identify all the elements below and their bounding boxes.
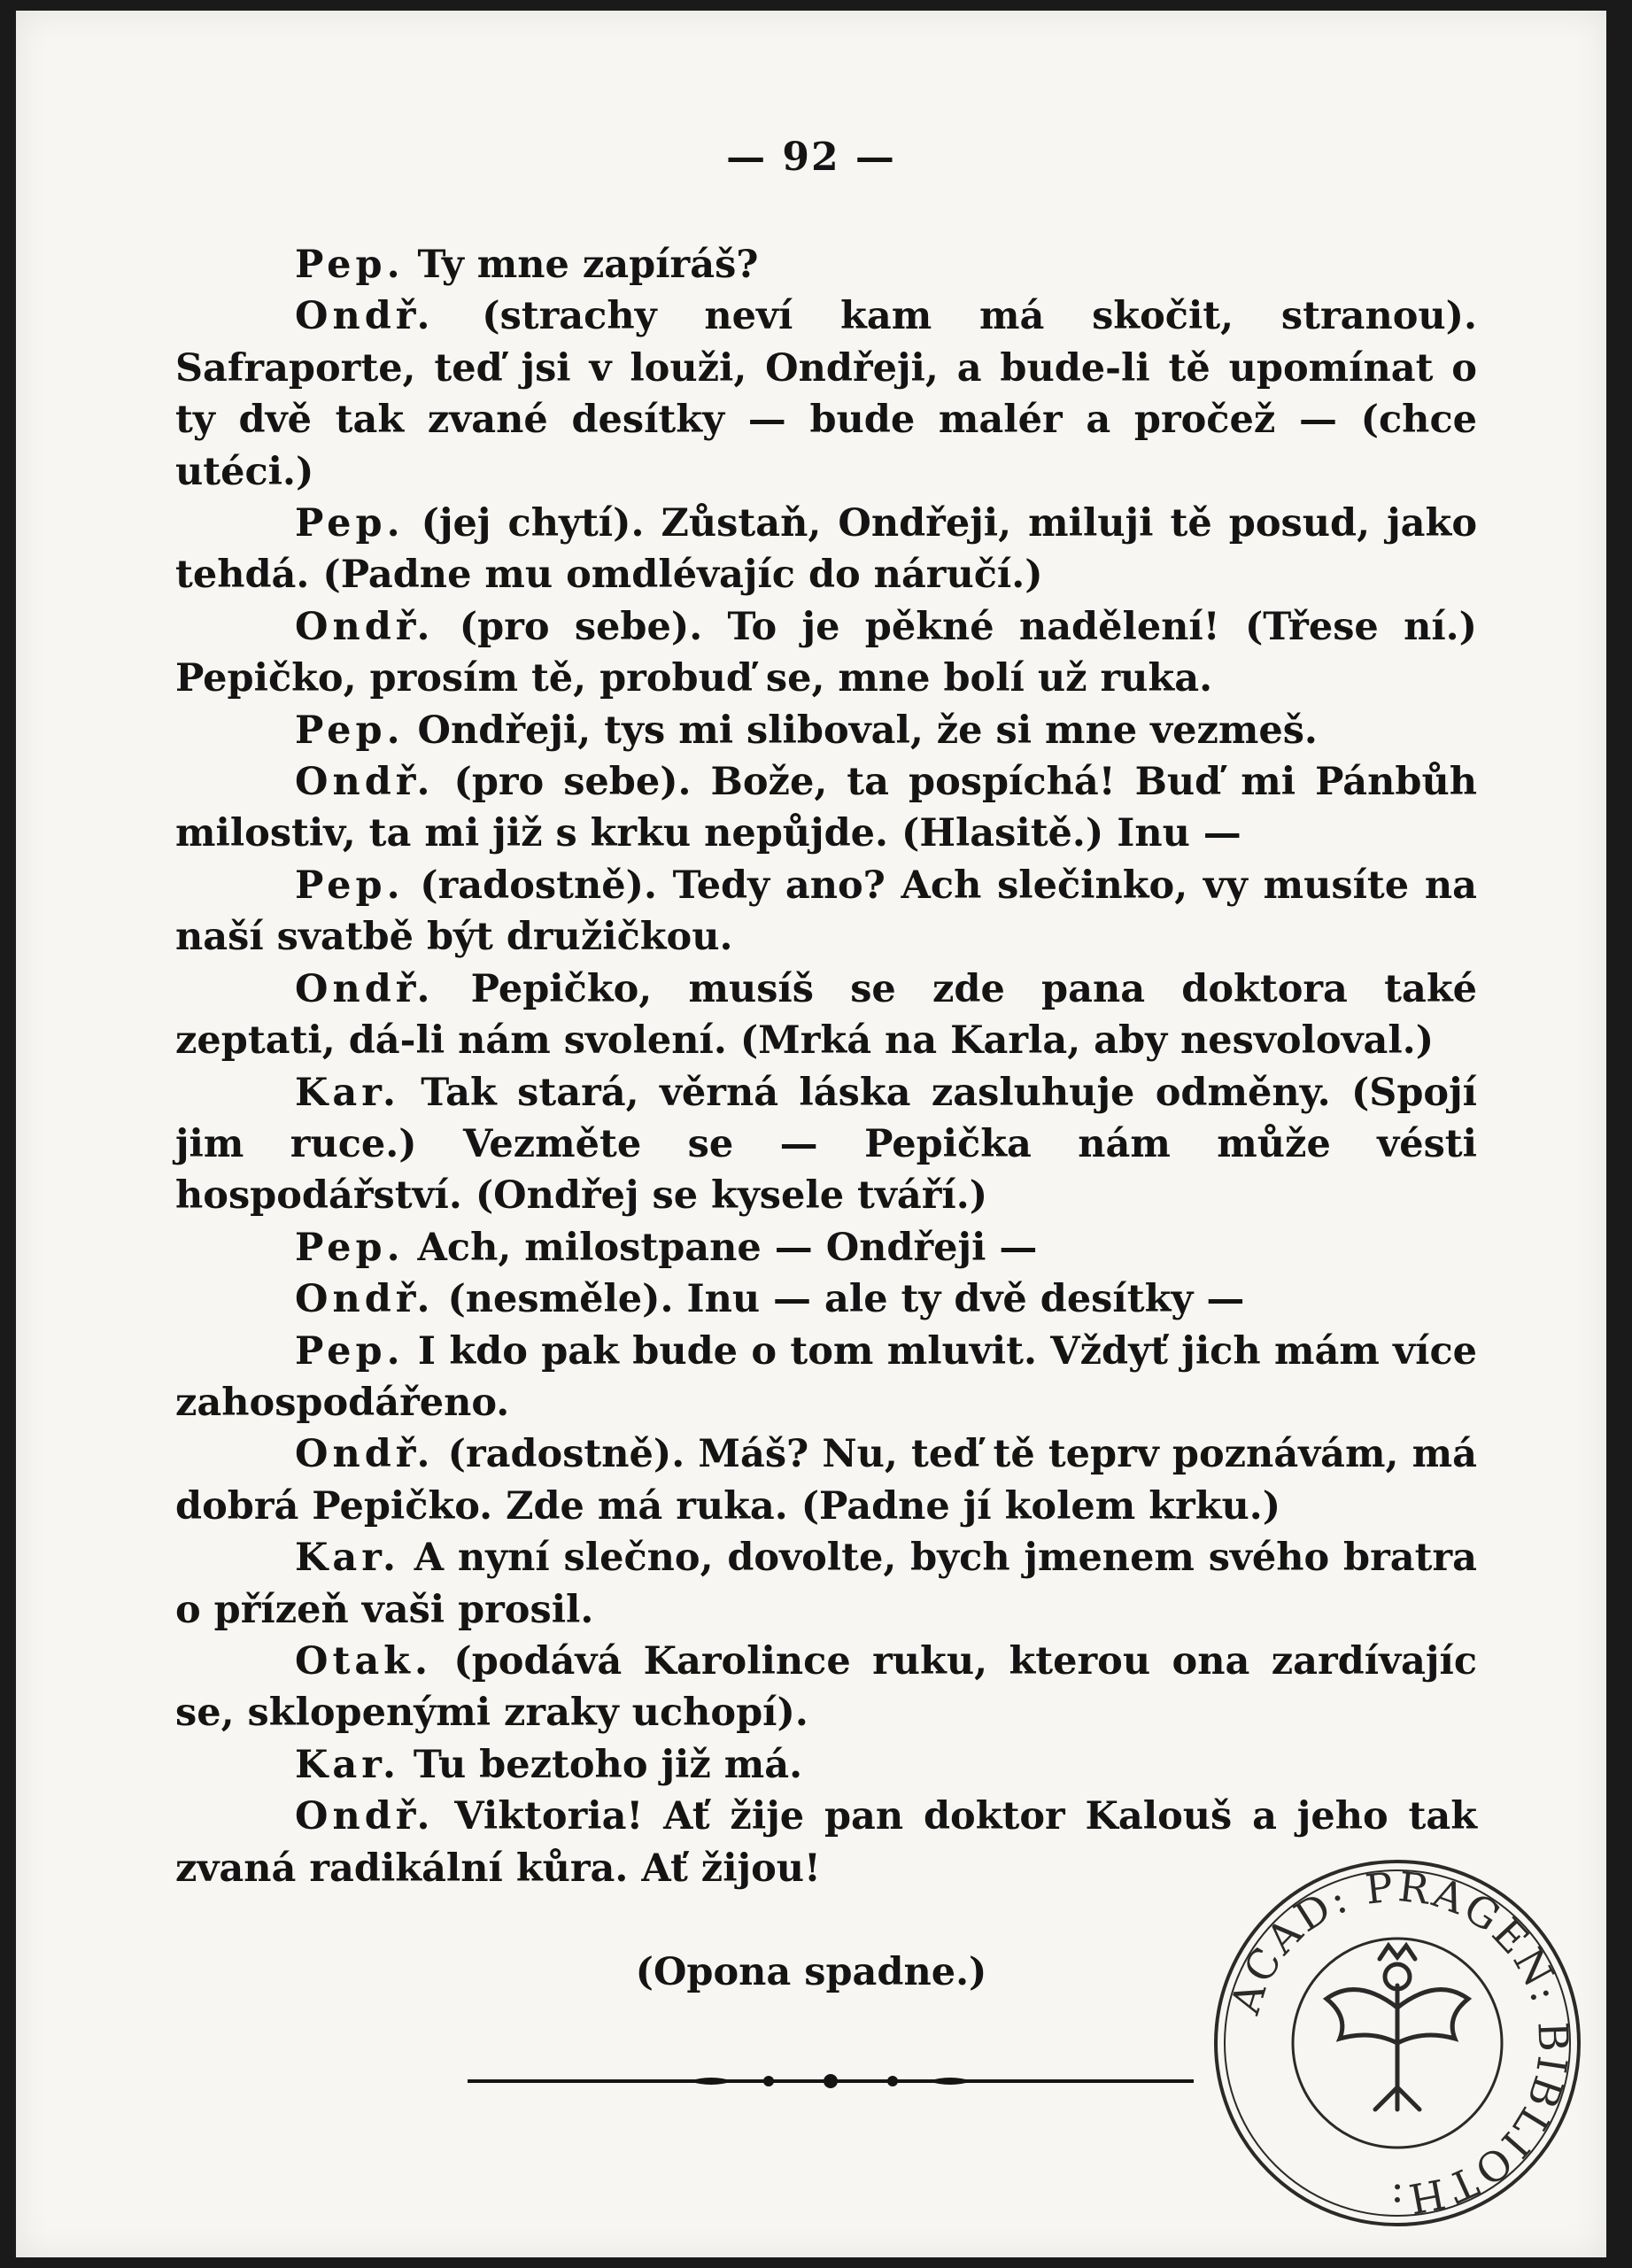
dialogue-paragraph	[175, 498, 1477, 601]
dialogue-paragraph	[175, 1739, 1477, 1791]
dialogue-text: Tak stará, věrná láska zasluhuje odměny. (Spojí jim ruce.) Vezměte se — Pepička nám může vésti hospodářství. (Ondřej se kysele tváří.)	[175, 1070, 1477, 1219]
speaker-name: Ondř.	[295, 760, 435, 805]
speaker-name: Kar.	[295, 1536, 400, 1581]
dialogue-paragraph	[175, 601, 1477, 705]
eagle-seal-icon	[1207, 1853, 1588, 2233]
dialogue-text: I kdo pak bude o tom mluvit. Vždyť jich mám více zahospodářeno.	[175, 1328, 1477, 1425]
dialogue-paragraph	[175, 1326, 1477, 1429]
dialogue-text: Ondřeji, tys mi sliboval, že si mne vezmeš.	[404, 708, 1318, 753]
dialogue-text: (nesměle). Inu — ale ty dvě desítky —	[434, 1277, 1245, 1322]
dialogue-text: (pro sebe). Bože, ta pospíchá! Buď mi Pánbůh milostiv, ta mi již s krku nepůjde. (Hlasitě.) Inu —	[175, 760, 1477, 856]
speaker-name: Kar.	[295, 1742, 400, 1787]
dialogue-text: (jej chytí). Zůstaň, Ondřeji, miluji tě posud, jako tehdá. (Padne mu omdlévajíc do náručí.)	[175, 501, 1477, 598]
dialogue-text: (pro sebe). To je pěkné nadělení! (Třese ní.) Pepičko, prosím tě, probuď se, mne bolí už ruka.	[175, 604, 1477, 701]
speaker-name: Pep.	[295, 863, 405, 908]
svg-text:ACAD: PRAGEN: BIBLIOTH:: ACAD: PRAGEN: BIBLIOTH:	[1220, 1862, 1578, 2224]
play-text	[175, 239, 1477, 1894]
speaker-name: Otak.	[295, 1638, 432, 1684]
ornament-rule	[468, 2063, 1194, 2099]
speaker-name: Pep.	[295, 501, 405, 546]
page-number: — 92 —	[726, 135, 896, 180]
speaker-name: Ondř.	[295, 966, 435, 1011]
dialogue-text: Ach, milostpane — Ondřeji —	[404, 1225, 1038, 1270]
dialogue-text: (radostně). Tedy ano? Ach slečinko, vy musíte na naší svatbě být družičkou.	[175, 863, 1477, 960]
stage-direction-curtain: (Opona spadne.)	[635, 1950, 987, 1994]
speaker-name: Pep.	[295, 243, 405, 287]
dialogue-paragraph	[175, 1428, 1477, 1532]
dialogue-paragraph	[175, 290, 1477, 498]
speaker-name: Ondř.	[295, 1794, 435, 1839]
dialogue-text: Pepičko, musíš se zde pana doktora také zeptati, dá-li nám svolení. (Mrká na Karla, aby nesvoloval.)	[175, 966, 1477, 1064]
dialogue-text: (podává Karolince ruku, kterou ona zardívajíc se, sklopenými zraky uchopí).	[175, 1638, 1477, 1736]
speaker-name: Ondř.	[295, 604, 435, 649]
book-page	[16, 11, 1606, 2257]
speaker-name: Ondř.	[295, 1277, 435, 1322]
dialogue-paragraph	[175, 1222, 1477, 1273]
speaker-name: Pep.	[295, 1328, 405, 1374]
speaker-name: Pep.	[295, 708, 405, 753]
dialogue-paragraph	[175, 705, 1477, 756]
dialogue-paragraph	[175, 964, 1477, 1067]
speaker-name: Ondř.	[295, 1432, 435, 1477]
speaker-name: Ondř.	[295, 294, 435, 339]
dialogue-paragraph	[175, 756, 1477, 860]
dialogue-paragraph	[175, 1636, 1477, 1739]
speaker-name: Kar.	[295, 1070, 400, 1115]
dialogue-paragraph	[175, 1532, 1477, 1636]
dialogue-text: A nyní slečno, dovolte, bych jmenem svého bratra o přízeň vaši prosil.	[175, 1536, 1477, 1632]
dialogue-paragraph	[175, 860, 1477, 964]
dialogue-paragraph	[175, 1067, 1477, 1222]
dialogue-text: Viktoria! Ať žije pan doktor Kalouš a jeho tak zvaná radikální kůra. Ať žijou!	[175, 1794, 1477, 1891]
speaker-name: Pep.	[295, 1225, 405, 1270]
dialogue-paragraph	[175, 1273, 1477, 1325]
dialogue-paragraph	[175, 239, 1477, 290]
dialogue-text: (radostně). Máš? Nu, teď tě teprv poznávám, má dobrá Pepičko. Zde má ruka. (Padne jí kolem krku.)	[175, 1432, 1477, 1529]
dialogue-text: (strachy neví kam má skočit, stranou). Safraporte, teď jsi v louži, Ondřeji, a bude-li tě upomínat o ty dvě tak zvané desítky — bude malér a pročež — (chce utéci.)	[175, 294, 1477, 494]
dialogue-text: Ty mne zapíráš?	[404, 243, 759, 287]
dialogue-text: Tu beztoho již má.	[399, 1742, 803, 1787]
